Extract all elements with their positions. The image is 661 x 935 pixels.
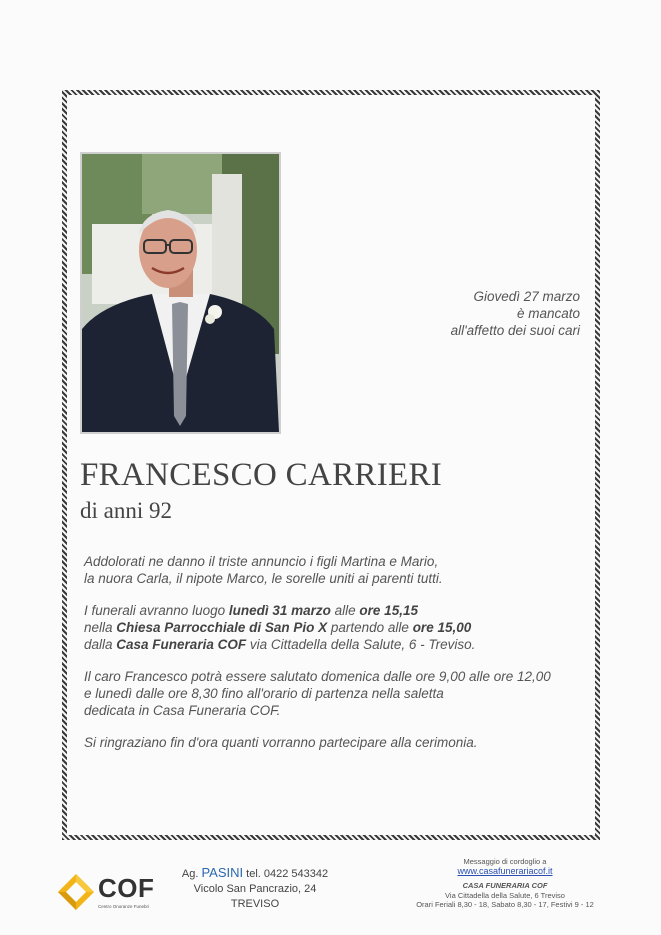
- deceased-age: di anni 92: [80, 498, 172, 523]
- condolence-website-link[interactable]: www.casafunerariacof.it: [457, 865, 553, 876]
- funeral-home-name: CASA FUNERARIA COF: [462, 881, 548, 890]
- cof-logo-text: COF: [98, 873, 155, 903]
- death-announcement: [360, 288, 580, 339]
- cof-logo-subtitle: Centro Onoranze Funebri: [98, 904, 150, 909]
- agency-city: TREVISO: [230, 898, 280, 910]
- funeral-home-hours: Orari Feriali 8,30 - 18, Sabato 8,30 - 17, Festivi 9 - 12: [416, 900, 594, 909]
- agency-address: Vicolo San Pancrazio, 24: [193, 883, 317, 895]
- deceased-photo: [80, 152, 281, 434]
- death-date: Giovedì 27 marzo: [473, 289, 580, 304]
- condolence-label: Messaggio di cordoglio a: [463, 857, 547, 866]
- visitation-paragraph: Il caro Francesco potrà essere salutato domenica dalle ore 9,00 alle ore 12,00 e lunedì dalle ore 8,30 fino all'orario di partenza nella saletta dedicata in Casa Funeraria COF.: [84, 669, 551, 718]
- death-verb: è mancato: [516, 306, 580, 321]
- deceased-name: FRANCESCO CARRIERI: [80, 457, 443, 493]
- condolence-info: [400, 857, 610, 910]
- funeral-paragraph: I funerali avranno luogo lunedì 31 marzo alle ore 15,15 nella Chiesa Parrocchiale di San Pio X partendo alle ore 15,00 dalla Casa Funeraria COF via Cittadella della Salute, 6 - Treviso.: [84, 603, 476, 652]
- agency-phone: tel. 0422 543342: [243, 868, 329, 880]
- funeral-home-address: Via Cittadella della Salute, 6 Treviso: [445, 890, 565, 900]
- agency-name: PASINI: [201, 865, 244, 880]
- mourners-paragraph: Addolorati ne danno il triste annuncio i figli Martina e Mario, la nuora Carla, il nipote Marco, le sorelle uniti ai parenti tutti.: [84, 554, 443, 586]
- agency-info: Ag. PASINI tel. 0422 543342 Vicolo San Pancrazio, 24 TREVISO: [170, 865, 340, 912]
- notice-body: [84, 553, 594, 766]
- death-phrase: all'affetto dei suoi cari: [450, 323, 580, 338]
- thanks-paragraph: Si ringraziano fin d'ora quanti vorranno partecipare alla cerimonia.: [84, 735, 478, 750]
